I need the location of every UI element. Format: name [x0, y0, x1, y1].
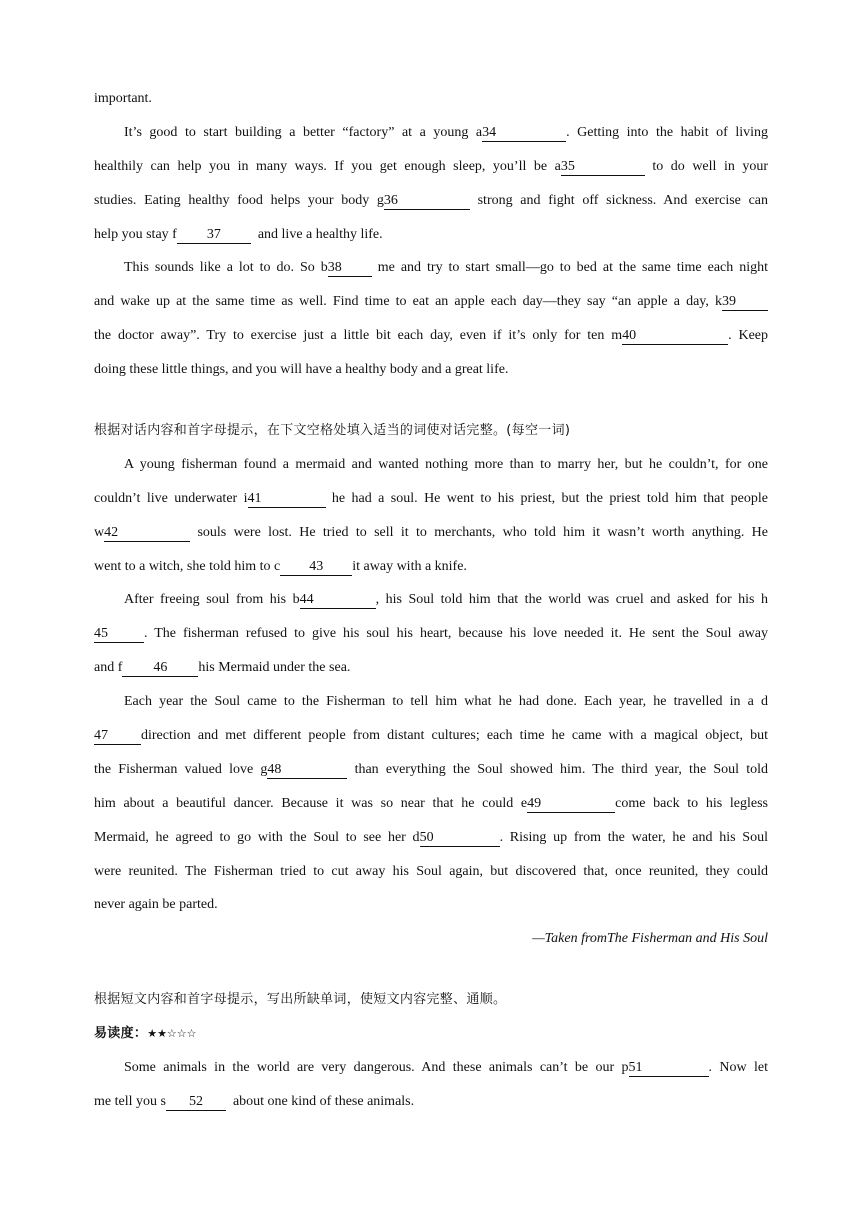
- text: doing these little things, and you will have a healthy body and a great life.: [94, 362, 509, 378]
- difficulty-label: 易读度：: [94, 1026, 148, 1042]
- text: w: [94, 524, 105, 540]
- blank-50[interactable]: 50: [420, 829, 500, 847]
- text-line: [94, 689, 768, 723]
- blank-43[interactable]: 43: [280, 558, 352, 576]
- text: . Rising up from the water, he and his Soul: [499, 829, 768, 845]
- text-line: [94, 587, 768, 621]
- text-line: [94, 188, 768, 222]
- text: Mermaid, he agreed to go with the Soul to see her d: [94, 829, 420, 845]
- blank-41[interactable]: 41: [248, 490, 326, 508]
- blank-51[interactable]: 51: [629, 1059, 709, 1077]
- text: . Getting into the habit of living: [566, 124, 768, 140]
- blank-35[interactable]: 35: [561, 158, 645, 176]
- text: than everything the Soul showed him. The third year, the Soul told: [354, 761, 768, 777]
- text: the doctor away”. Try to exercise just a little bit each day, even if it’s only for ten m: [94, 328, 623, 344]
- spacer: [94, 391, 768, 418]
- text-line: [94, 154, 768, 188]
- text-line: [94, 825, 768, 859]
- blank-47[interactable]: 47: [94, 727, 141, 745]
- blank-40[interactable]: 40: [622, 327, 728, 345]
- blank-34[interactable]: 34: [482, 124, 566, 142]
- text: help you stay f: [94, 226, 177, 242]
- text: him about a beautiful dancer. Because it was so near that he could e: [94, 795, 528, 811]
- blank-38[interactable]: 38: [328, 259, 372, 277]
- text: and wake up at the same time as well. Find time to eat an apple each day—they say “an apple a day, k: [94, 294, 722, 310]
- text-line: [94, 255, 768, 289]
- blank-48[interactable]: 48: [267, 761, 347, 779]
- text-line: [94, 1089, 768, 1123]
- text: . Now let: [708, 1060, 768, 1076]
- text: healthily can help you in many ways. If you get enough sleep, you’ll be a: [94, 158, 561, 174]
- section-instruction: 根据对话内容和首字母提示，在下文空格处填入适当的词使对话完整。(每空一词): [94, 423, 571, 439]
- text: and f: [94, 660, 123, 676]
- blank-44[interactable]: 44: [300, 591, 376, 609]
- text: he had a soul. He went to his priest, but the priest told him that people: [331, 490, 768, 506]
- text: After freeing soul from his b: [124, 592, 300, 608]
- text: me and try to start small—go to bed at the same time each night: [377, 260, 769, 276]
- text: studies. Eating healthy food helps your body g: [94, 192, 384, 208]
- text-line: [94, 357, 768, 391]
- text-line: [94, 791, 768, 825]
- section-instruction: 根据短文内容和首字母提示，写出所缺单词，使短文内容完整、通顺。: [94, 992, 507, 1008]
- text: This sounds like a lot to do. So b: [124, 260, 328, 276]
- text-line: [94, 655, 768, 689]
- blank-52[interactable]: 52: [166, 1093, 226, 1111]
- source-citation: —Taken fromThe Fisherman and His Soul: [532, 931, 768, 947]
- text-line: [94, 554, 768, 588]
- blank-46[interactable]: 46: [122, 659, 198, 677]
- text: Each year the Soul came to the Fisherman to tell him what he had done. Each year, he travelled in a d: [124, 694, 768, 710]
- text-line: [94, 757, 768, 791]
- blank-39[interactable]: 39: [722, 293, 768, 311]
- text-line: [94, 859, 768, 893]
- text: strong and fight off sickness. And exercise can: [477, 192, 768, 208]
- text: It’s good to start building a better “factory” at a young a: [124, 124, 483, 140]
- text: never again be parted.: [94, 897, 218, 913]
- text: about one kind of these animals.: [232, 1093, 415, 1109]
- text: it away with a knife.: [352, 558, 467, 574]
- blank-37[interactable]: 37: [177, 226, 251, 244]
- text-line: [94, 621, 768, 655]
- text: direction and met different people from distant cultures; each time he came with a magical object, but: [141, 728, 768, 744]
- text: , his Soul told him that the world was cruel and asked for his h: [375, 592, 768, 608]
- document-page: [94, 86, 768, 1123]
- text: . The fisherman refused to give his soul his heart, because his love needed it. He sent the Soul away: [144, 626, 768, 642]
- text: were reunited. The Fisherman tried to cut away his Soul again, but discovered that, once reunited, they could: [94, 863, 768, 879]
- text-line: [94, 222, 768, 256]
- text: to do well in your: [652, 158, 769, 174]
- text: important.: [94, 91, 152, 106]
- star-rating-icon: ★★☆☆☆: [147, 1027, 197, 1041]
- text: the Fisherman valued love g: [94, 761, 268, 777]
- text: . Keep: [728, 328, 769, 344]
- text-line: [94, 892, 768, 926]
- blank-42[interactable]: 42: [104, 524, 190, 542]
- blank-49[interactable]: 49: [527, 795, 615, 813]
- text-line: [94, 452, 768, 486]
- text: his Mermaid under the sea.: [198, 660, 351, 676]
- blank-45[interactable]: 45: [94, 625, 144, 643]
- text-line: [94, 120, 768, 154]
- text-line: [94, 723, 768, 757]
- text-line: [94, 520, 768, 554]
- text-line: [94, 486, 768, 520]
- text-line: [94, 86, 768, 120]
- difficulty-rating: [94, 1021, 768, 1055]
- text: Some animals in the world are very dangerous. And these animals can’t be our p: [124, 1060, 629, 1076]
- text-line: [94, 289, 768, 323]
- text: come back to his legless: [615, 795, 768, 811]
- text: souls were lost. He tried to sell it to merchants, who told him it wasn’t worth anything. He: [197, 524, 768, 540]
- text: went to a witch, she told him to c: [94, 558, 281, 574]
- text: and live a healthy life.: [257, 226, 383, 242]
- text: A young fisherman found a mermaid and wanted nothing more than to marry her, but he couldn’t, for one: [124, 456, 768, 472]
- text: couldn’t live underwater i: [94, 490, 248, 506]
- text: me tell you s: [94, 1093, 166, 1109]
- text-line: [94, 1055, 768, 1089]
- text-line: [94, 323, 768, 357]
- spacer: [94, 960, 768, 987]
- blank-36[interactable]: 36: [384, 192, 470, 210]
